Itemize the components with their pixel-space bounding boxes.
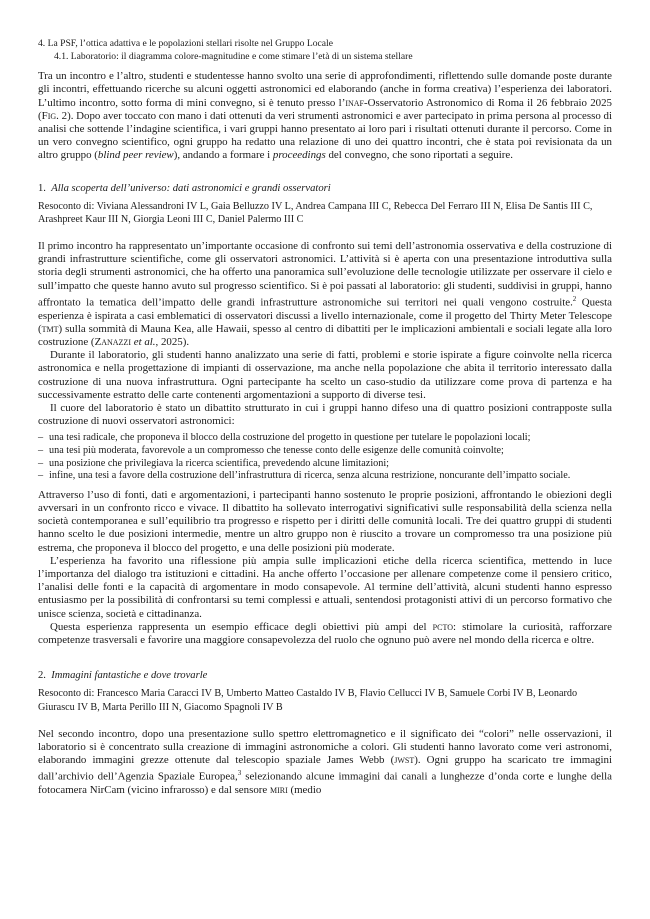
- section-1-credits: Resoconto di: Viviana Alessandroni IV L, Gaia Belluzzo IV L, Andrea Campana III C, Rebecca Del Ferraro III N, Elisa De Santis III C, Arashpreet Kaur III N, Giorgia Leoni III C, Daniel Palermo III C: [38, 200, 593, 225]
- section-2-credits: Resoconto di: Francesco Maria Caracci IV B, Umberto Matteo Castaldo IV B, Flavio Cellucci IV B, Samuele Corbi IV B, Leonardo Giurascu IV B, Marta Perillo III N, Giacomo Spagnoli IV B: [38, 688, 578, 713]
- section-1-paragraph-6: Questa esperienza rappresenta un esempio efficace degli obiettivi più ampi del pcto: stimolare la curiosità, rafforzare competenze trasversali e favorire una maggiore consapevolezza del ruolo che ognuno può avere nel mondo della ricerca e oltre.: [38, 620, 612, 647]
- document-page: [38, 38, 612, 797]
- footnote-ref-2[interactable]: 2: [572, 294, 577, 303]
- section-1-heading: 1. Alla scoperta dell’universo: dati astronomici e grandi osservatori: [38, 182, 331, 194]
- section-1-paragraph-2: Durante il laboratorio, gli studenti hanno analizzato una serie di fatti, problemi e storie ispirate a figure coinvolte nella ricerca astronomica e nella progettazione di impianti di osservazione, ma anche nella popolazione che abita il territorio interessato dalla costruzione di una nuova infrastruttura. Ogni partecipante ha scelto un caso-studio da utilizzare come prova di partenza e ha successivamente estratto delle carte contenenti argomentazioni a supporto di diverse tesi.: [38, 349, 612, 401]
- positions-list: [38, 432, 612, 482]
- section-1-paragraph-4: Attraverso l’uso di fonti, dati e argomentazioni, i partecipanti hanno sostenuto le proprie posizioni, affrontando le obiezioni degli avversari in un confronto ricco e vivace. Il dibattito ha sollevato interrogativi significativi sulle responsabilità della scienza nella società contemporanea e sull’equilibrio tra progresso e rispetto per i diritti delle comunità locali. Tre dei quattro gruppi di studenti hanno scelto le due posizioni intermedie, mentre un altro gruppo non è riuscito a trovare un compromesso tra una posizione più estrema, che proponeva il blocco del progetto, e una delle posizioni più moderate.: [38, 488, 612, 554]
- figure-reference[interactable]: Fig.: [41, 109, 59, 122]
- table-of-contents: [38, 38, 612, 63]
- section-1-paragraph-1: Il primo incontro ha rappresentato un’importante occasione di confronto sui temi dell’astronomia osservativa e della costruzione di grandi infrastrutture scientifiche, come gli osservatori astronomici. L’attività si è aperta con una presentazione introduttiva sulla storia degli strumenti astronomici, che ha offerto una panoramica sull’evoluzione delle tecnologie utilizzate per osservare il cielo e sull’impatto che queste hanno avuto sul progresso scientifico. Si è poi passati al laboratorio: gli studenti, suddivisi in gruppi, hanno affrontato la tematica dell’impatto delle grandi infrastrutture astronomiche sui territori nei quali vengono costruite.$^2$ Questa esperienza è ispirata a casi emblematici di osservatori discussi a livello internazionale, come il progetto del Thirty Meter Telescope (tmt) sulla sommità di Mauna Kea, alle Hawaii, spesso al centro di dibattiti per le implicazioni ambientali e sociali legate alla loro costruzione (Zanazzi et al., 2025).: [38, 240, 612, 349]
- section-2-heading: 2. Immagini fantastiche e dove trovarle: [38, 670, 208, 682]
- list-item: – una tesi radicale, che proponeva il blocco della costruzione del progetto in questione per tutelare le popolazioni locali;: [38, 432, 531, 444]
- toc-item-4[interactable]: 4. La PSF, l’ottica adattiva e le popolazioni stellari risolte nel Gruppo Locale: [38, 38, 333, 49]
- list-item: – una tesi più moderata, favorevole a un compromesso che tenesse conto delle esigenze delle comunità coinvolte;: [38, 445, 504, 457]
- section-2-paragraph-1: Nel secondo incontro, dopo una presentazione sullo spettro elettromagnetico e il significato dei “colori” nelle osservazioni, il laboratorio si è concentrato sulla creazione di immagini astronomiche a colori. Gli studenti hanno lavorato come veri astronomi, elaborando immagini grezze ottenute dal telescopio spaziale James Webb (jwst). Ogni gruppo ha scaricato tre immagini dall’archivio dell’Agenzia Spaziale Europea,$^3$ selezionando alcune immagini dai canali a lunghezze d’onda corte e lunghe della fotocamera NirCam (vicino infrarosso) e dal sensore miri (medio: [38, 727, 613, 797]
- list-item: – una posizione che privilegiava la ricerca scientifica, prevedendo alcune limitazioni;: [38, 457, 389, 469]
- list-item: – infine, una tesi a favore della costruzione dell’infrastruttura di ricerca, senza alcuna restrizione, noncurante dell’impatto sociale.: [38, 470, 571, 482]
- section-1-paragraph-5: L’esperienza ha favorito una riflessione più ampia sulle implicazioni etiche della ricerca scientifica, mettendo in luce l’importanza del dialogo tra istituzioni e cittadini. Ha anche offerto l’occasione per allenare competenze come il pensiero critico, l’analisi delle fonti e la capacità di argomentare in modo consapevole. Al termine dell’attività, alcuni studenti hanno espresso entusiasmo per la possibilità di confrontarsi su temi complessi e attuali, sentendosi protagonisti attivi di un percorso formativo che unisce scienza, società e cittadinanza.: [38, 554, 612, 620]
- toc-item-4-1[interactable]: 4.1. Laboratorio: il diagramma colore-magnitudine e come stimare l’età di un sistema stellare: [54, 50, 413, 62]
- footnote-ref-3[interactable]: 3: [237, 769, 242, 778]
- citation-zanazzi[interactable]: Zanazzi: [94, 336, 131, 349]
- section-1-paragraph-3: Il cuore del laboratorio è stato un dibattito strutturato in cui i gruppi hanno difeso una di quattro posizioni contrapposte sulla costruzione di nuovi osservatori astronomici:: [38, 402, 612, 428]
- intro-paragraph: Tra un incontro e l’altro, studenti e studentesse hanno svolto una serie di approfondimenti, riflettendo sulle domande poste durante gli incontri, effettuando ricerche su alcuni oggetti astronomici ed elaborando (anche in forma creativa) l’esperienza dei laboratori. L’ultimo incontro, sotto forma di mini convegno, si è tenuto presso l’inaf-Osservatorio Astronomico di Roma il 26 febbraio 2025 (Fig. 2). Dopo aver toccato con mano i dati ottenuti da veri strumenti astronomici e aver partecipato in prima persona al processo di analisi che sottende l’indagine scientifica, i vari gruppi hanno presentato ai loro pari i risultati ottenuti durante il percorso. Come in un vero convegno scientifico, ogni gruppo ha redatto una relazione di uno dei quattro incontri, che è stata poi revisionata da un altro gruppo (blind peer review), andando a formare i proceedings del convegno, che sono riportati a seguire.: [38, 70, 613, 162]
